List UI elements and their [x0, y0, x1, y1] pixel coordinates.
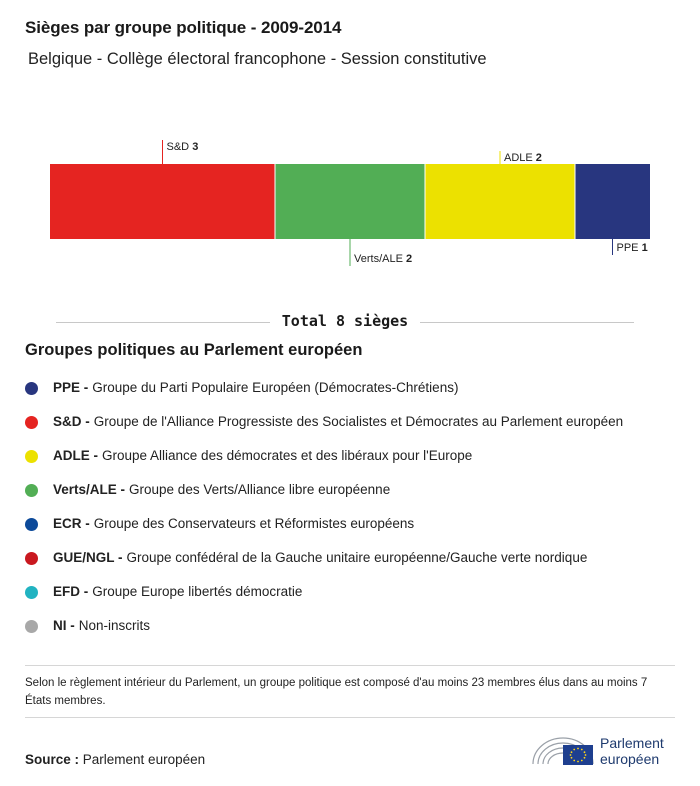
legend-abbr: ECR - [53, 515, 90, 531]
logo-line2: européen [600, 751, 660, 767]
legend-abbr: EFD - [53, 583, 89, 599]
legend-item [25, 472, 685, 506]
legend-desc: Non-inscrits [78, 617, 151, 633]
legend-desc: Groupe de l'Alliance Progressiste des Socialistes et Démocrates au Parlement européen [93, 413, 624, 429]
legend-desc: Groupe des Verts/Alliance libre européenne [129, 481, 391, 497]
legend-abbr: S&D - [53, 413, 90, 429]
divider [25, 665, 675, 666]
legend-dot-icon [25, 518, 38, 531]
legend-item [25, 608, 685, 642]
legend-item [25, 506, 685, 540]
total-label: Total 8 sièges [270, 312, 420, 330]
legend-abbr: GUE/NGL - [53, 549, 123, 565]
source-line [25, 752, 205, 767]
hemicycle-flag-icon [529, 728, 597, 768]
legend-abbr: PPE - [53, 379, 89, 395]
legend-dot-icon [25, 450, 38, 463]
legend-desc: Groupe Europe libertés démocratie [92, 583, 303, 599]
bar-segment [50, 164, 275, 239]
data-label: S&D 3 [166, 141, 199, 153]
bar-segment [575, 164, 650, 239]
legend-dot-icon [25, 416, 38, 429]
legend-item [25, 370, 685, 404]
seat-bar-chart [0, 130, 700, 280]
legend-item [25, 404, 685, 438]
legend-abbr: Verts/ALE - [53, 481, 126, 497]
data-label: ADLE 2 [504, 152, 542, 164]
legend-desc: Groupe du Parti Populaire Européen (Démocrates-Chrétiens) [92, 379, 459, 395]
legend-item [25, 574, 685, 608]
chart-title: Sièges par groupe politique - 2009-2014 [25, 18, 342, 37]
chart-subtitle: Belgique - Collège électoral francophone - Session constitutive [28, 50, 487, 68]
legend-dot-icon [25, 552, 38, 565]
footnote: Selon le règlement intérieur du Parlement, un groupe politique est composé d'au moins 23 membres élus dans au moins 7 États membres. [25, 677, 648, 707]
legend-desc: Groupe confédéral de la Gauche unitaire européenne/Gauche verte nordique [126, 549, 588, 565]
legend-title: Groupes politiques au Parlement européen [25, 341, 363, 359]
total-seats [56, 310, 634, 334]
legend-dot-icon [25, 382, 38, 395]
logo-line1: Parlement [600, 735, 664, 751]
legend-dot-icon [25, 620, 38, 633]
source-label: Source : [25, 752, 80, 767]
legend-dot-icon [25, 586, 38, 599]
legend-dot-icon [25, 484, 38, 497]
data-label: Verts/ALE 2 [354, 253, 413, 265]
divider [25, 717, 675, 718]
legend-item [25, 438, 685, 472]
legend-desc: Groupe Alliance des démocrates et des libéraux pour l'Europe [102, 447, 473, 463]
legend-list [25, 370, 685, 642]
legend-item [25, 540, 685, 574]
legend-abbr: NI - [53, 617, 75, 633]
ep-logo [529, 728, 679, 768]
source-value: Parlement européen [82, 752, 206, 767]
bar-segment [425, 164, 575, 239]
data-label: PPE 1 [616, 242, 648, 254]
legend-desc: Groupe des Conservateurs et Réformistes européens [93, 515, 415, 531]
bar-segment [275, 164, 425, 239]
legend-abbr: ADLE - [53, 447, 98, 463]
